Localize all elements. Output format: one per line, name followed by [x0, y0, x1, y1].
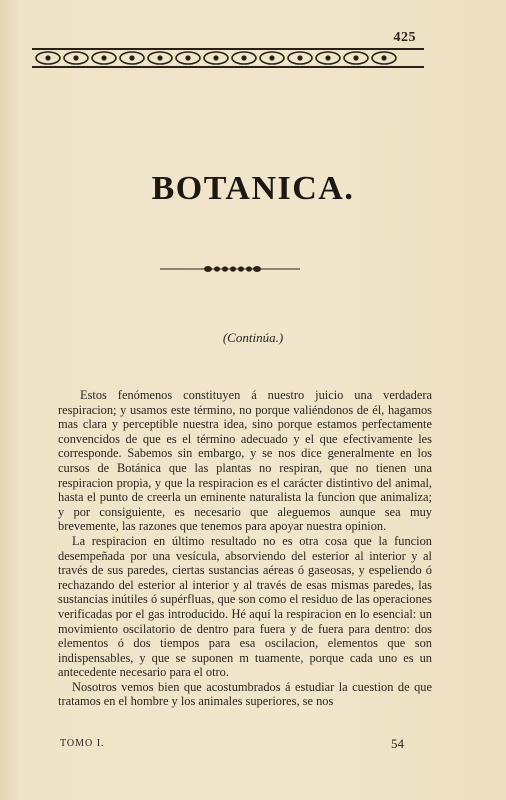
article-body — [58, 388, 432, 709]
paragraph-3: Nosotros vemos bien que acostumbrados á estudiar la cuestion de que tratamos en el hombre y los animales superiores, se nos — [58, 679, 432, 709]
volume-label: TOMO I. — [60, 738, 105, 749]
paragraph-2: La respiracion en último resultado no es otra cosa que la funcion desempeñada por una vesícula, absorviendo del esterior al interior y al través de sus paredes, ciertas sustancias aéreas ó gaseosas, y espeliendo ó rechazando del esterior al interior y al través de esas mismas paredes, las sustancias inútiles ó supérfluas, que son como el residuo de las operaciones verificadas por el gas introducido. Hé aquí la respiracion en lo esencial: un movimiento oscilatorio de dentro para fuera y de fuera para dentro: dos elementos ó dos tiempos para esa oscilacion, elementos que son indispensables, y que se suponen m tuamente, porque cada uno es un antecedente necesario para el otro. — [58, 533, 432, 680]
ornamental-header-band — [32, 46, 424, 70]
page-title: BOTANICA. — [151, 170, 355, 207]
page-number: 425 — [393, 30, 416, 45]
paragraph-1: Estos fenómenos constituyen á nuestro juicio una verdadera respiracion; y usamos este término, no porque valiéndonos de él, hagamos mas clara y perceptible nuestra idea, sino porque estamos perfectamente convencidos de que es el término adecuado y el que efectivamente les corresponde. Sabemos sin embargo, y se nos dice generalmente en los cursos de Botánica que las plantas no respiran, que no tienen una respiracion propia, y que la respiracion es el carácter distintivo del animal, hasta el punto de creerla un eminente naturalista la funcion que animaliza; y por consiguiente, es necesario que aleguemos aunque sea muy brevemente, las razones que tenemos para apoyar nuestra opinion. — [58, 388, 432, 534]
continuation-note: (Continúa.) — [222, 330, 284, 345]
decorative-rule — [160, 262, 300, 276]
signature-mark: 54 — [391, 736, 404, 751]
